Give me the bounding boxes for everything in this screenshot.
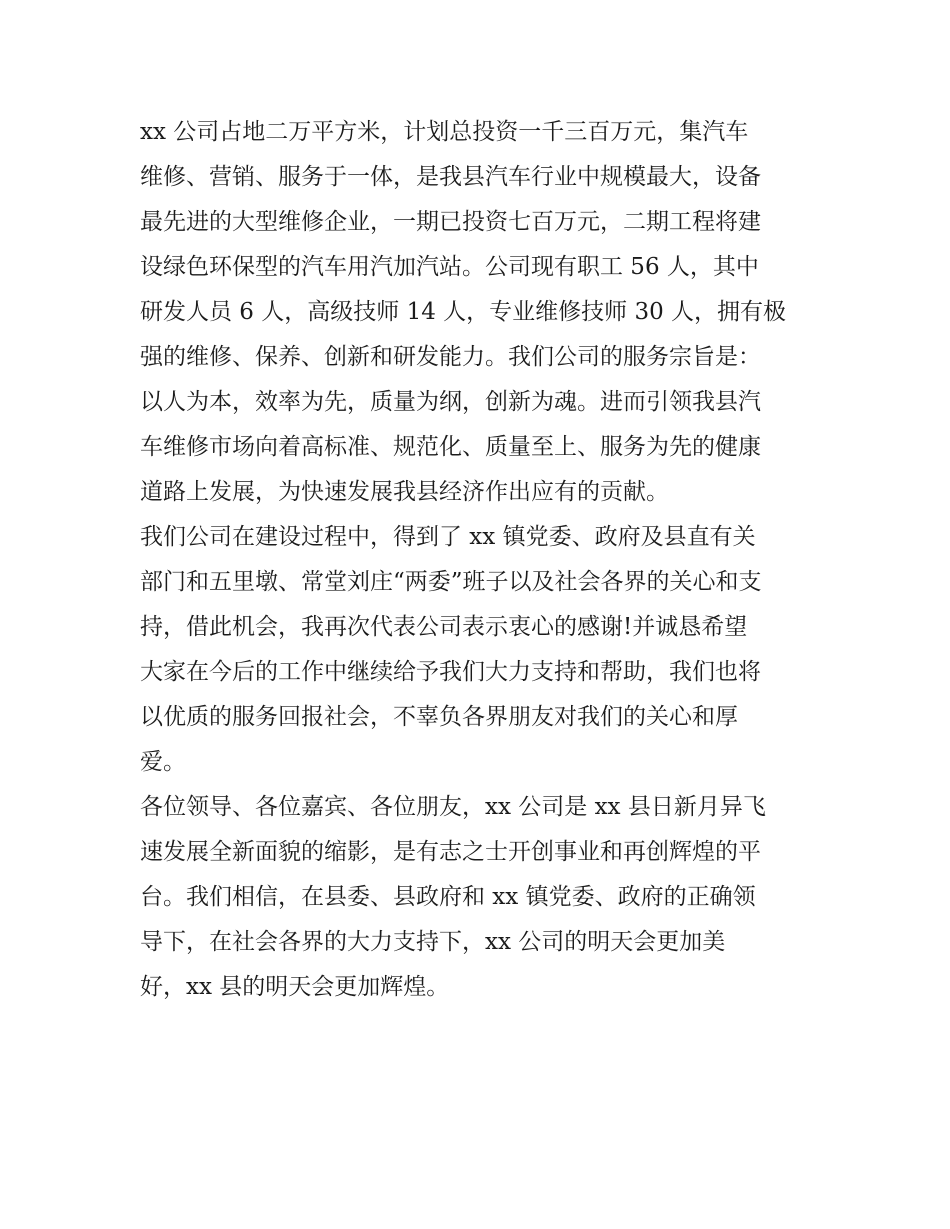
text-line: 好，xx 县的明天会更加辉煌。 [140,974,450,1000]
text-line: 最先进的大型维修企业，一期已投资七百万元，二期工程将建 [140,209,761,235]
text-line: 大家在今后的工作中继续给予我们大力支持和帮助，我们也将 [140,659,761,685]
text-line: 道路上发展，为快速发展我县经济作出应有的贡献。 [140,479,669,505]
text-line: 我们公司在建设过程中，得到了 xx 镇党委、政府及县直有关 [140,524,756,550]
text-line: 速发展全新面貌的缩影，是有志之士开创事业和再创辉煌的平 [140,839,761,865]
text-line: 台。我们相信，在县委、县政府和 xx 镇党委、政府的正确领 [140,884,756,910]
text-line: 爱。 [140,749,186,775]
text-line: 部门和五里墩、常堂刘庄“两委”班子以及社会各界的关心和支 [140,569,762,595]
text-line: 强的维修、保养、创新和研发能力。我们公司的服务宗旨是： [140,344,761,370]
text-line: 车维修市场向着高标准、规范化、质量至上、服务为先的健康 [140,434,761,460]
document-body [140,110,820,1010]
text-line: 导下，在社会各界的大力支持下，xx 公司的明天会更加美 [140,929,726,955]
text-line: 维修、营销、服务于一体，是我县汽车行业中规模最大，设备 [140,164,761,190]
text-line: 研发人员 6 人，高级技师 14 人，专业维修技师 30 人，拥有极 [140,299,787,325]
text-line: 设绿色环保型的汽车用汽加汽站。公司现有职工 56 人，其中 [140,254,759,280]
text-line: 各位领导、各位嘉宾、各位朋友，xx 公司是 xx 县日新月异飞 [140,794,766,820]
text-line: 以人为本，效率为先，质量为纲，创新为魂。进而引领我县汽 [140,389,761,415]
text-line: 以优质的服务回报社会，不辜负各界朋友对我们的关心和厚 [140,704,738,730]
paragraph-thanks [140,515,820,785]
text-line: 持，借此机会，我再次代表公司表示衷心的感谢!并诚恳希望 [140,614,748,640]
paragraph-closing [140,785,820,1010]
text-line: xx 公司占地二万平方米，计划总投资一千三百万元，集汽车 [140,119,749,145]
paragraph-company-overview [140,110,820,515]
